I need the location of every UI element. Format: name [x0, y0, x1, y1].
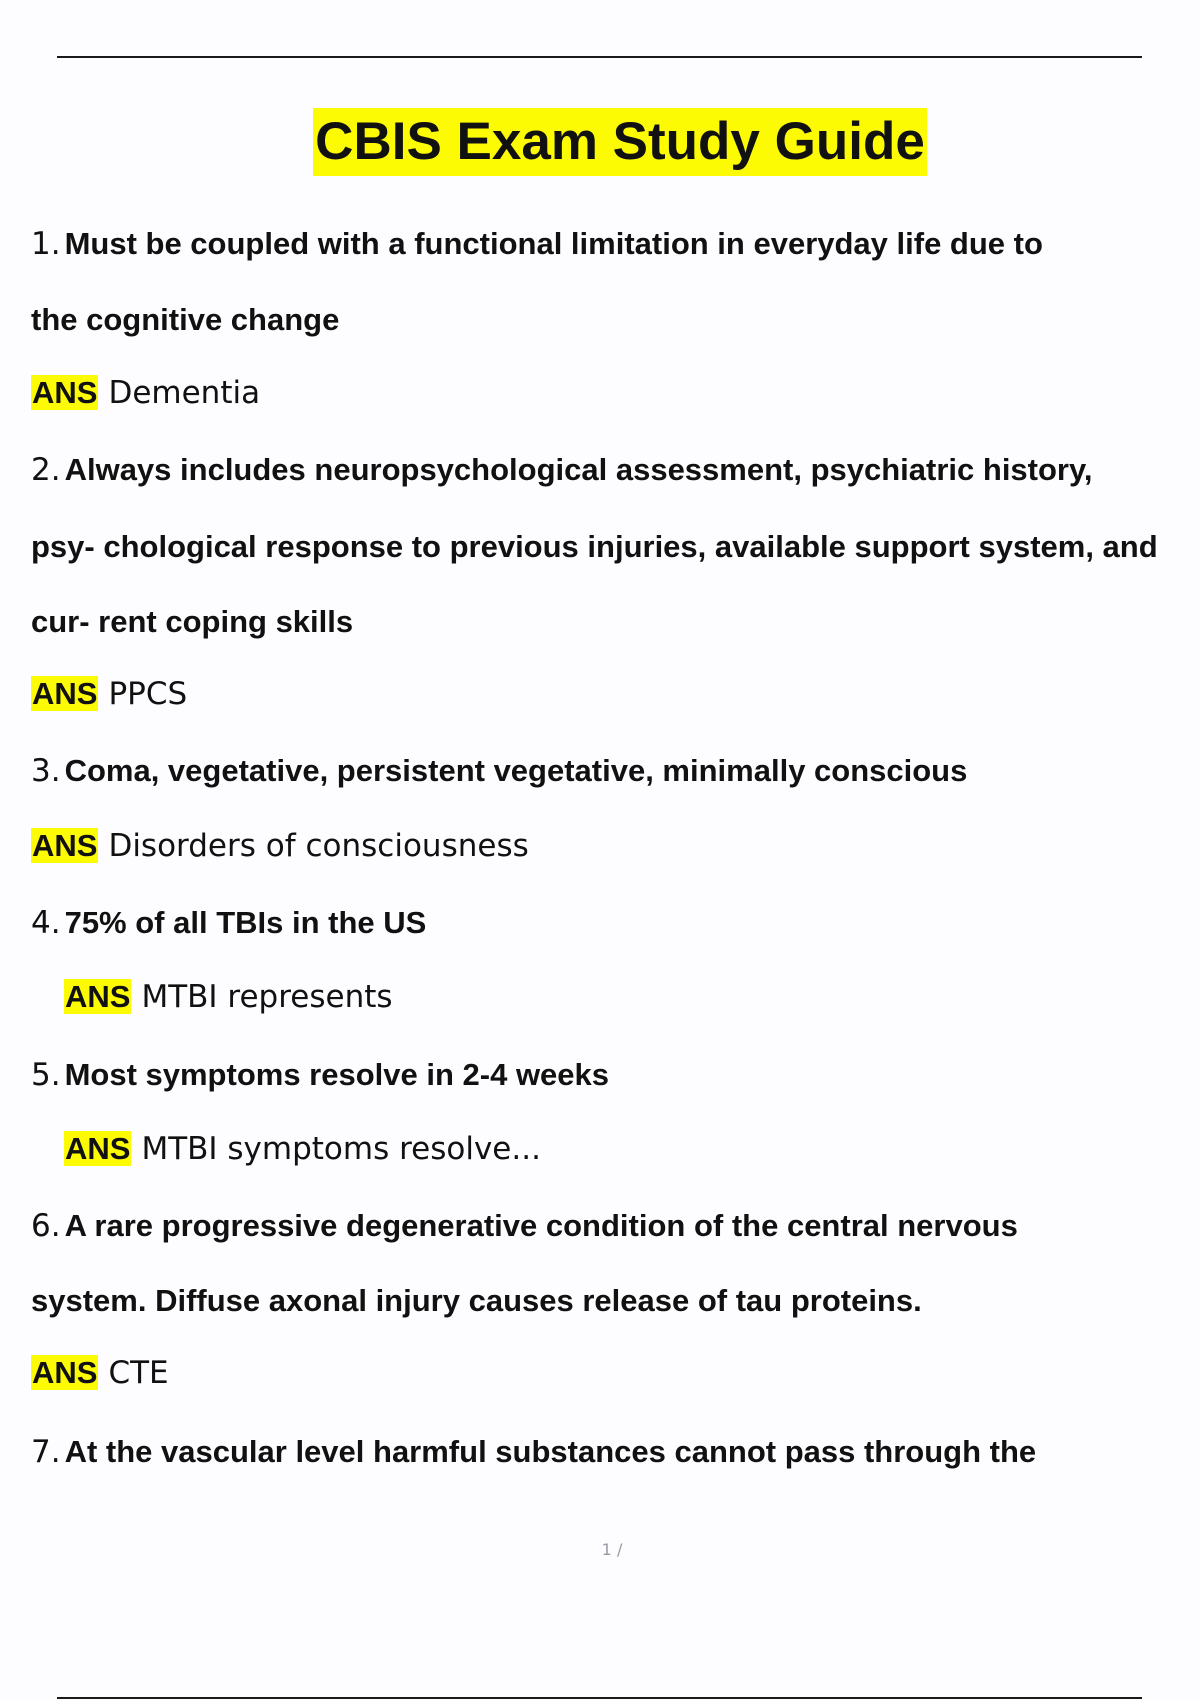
- answer-6: [31, 1355, 169, 1391]
- question-2-line-2: psy- chological response to previous injuries, available support system, and: [31, 529, 1158, 564]
- question-6: [31, 1208, 1018, 1244]
- answer-tag: ANS: [32, 828, 98, 863]
- question-text: At the vascular level harmful substances cannot pass through the: [64, 1434, 1037, 1469]
- bottom-rule: [57, 1697, 1142, 1699]
- question-text: Always includes neuropsychological assessment, psychiatric history,: [64, 452, 1093, 487]
- question-text: 75% of all TBIs in the US: [64, 905, 427, 940]
- top-rule: [57, 56, 1142, 58]
- answer-text: CTE: [108, 1355, 169, 1391]
- question-number: 4.: [31, 905, 61, 941]
- answer-text: MTBI symptoms resolve...: [141, 1131, 541, 1167]
- document-title: CBIS Exam Study Guide: [313, 108, 927, 176]
- answer-tag: ANS: [32, 676, 98, 711]
- answer-4: [64, 979, 393, 1015]
- answer-tag: ANS: [32, 375, 98, 410]
- question-4: [31, 905, 426, 941]
- answer-text: PPCS: [108, 676, 188, 712]
- question-5: [31, 1057, 609, 1093]
- answer-tag: ANS: [65, 979, 131, 1014]
- question-7: [31, 1434, 1036, 1470]
- question-text: Most symptoms resolve in 2-4 weeks: [64, 1057, 610, 1092]
- question-2: [31, 452, 1093, 488]
- question-number: 7.: [31, 1434, 61, 1470]
- question-text: Coma, vegetative, persistent vegetative, minimally conscious: [64, 753, 968, 788]
- question-1: [31, 226, 1043, 262]
- question-2-line-3: cur- rent coping skills: [31, 604, 354, 639]
- answer-3: [31, 828, 529, 864]
- question-text: Must be coupled with a functional limitation in everyday life due to: [64, 226, 1043, 261]
- question-1-line-2: the cognitive change: [31, 302, 340, 337]
- question-number: 1.: [31, 226, 61, 262]
- answer-5: [64, 1131, 541, 1167]
- question-number: 3.: [31, 753, 61, 789]
- question-text: A rare progressive degenerative condition of the central nervous: [64, 1208, 1018, 1243]
- question-3: [31, 753, 967, 789]
- title-container: [0, 108, 1200, 176]
- answer-text: Disorders of consciousness: [108, 828, 529, 864]
- answer-1: [31, 375, 260, 411]
- answer-tag: ANS: [32, 1355, 98, 1390]
- page-number: 1 /: [601, 1540, 623, 1559]
- answer-text: Dementia: [108, 375, 261, 411]
- question-number: 6.: [31, 1208, 61, 1244]
- answer-text: MTBI represents: [141, 979, 393, 1015]
- question-6-line-2: system. Diffuse axonal injury causes release of tau proteins.: [31, 1283, 922, 1318]
- question-number: 2.: [31, 452, 61, 488]
- answer-2: [31, 676, 187, 712]
- question-number: 5.: [31, 1057, 61, 1093]
- answer-tag: ANS: [65, 1131, 131, 1166]
